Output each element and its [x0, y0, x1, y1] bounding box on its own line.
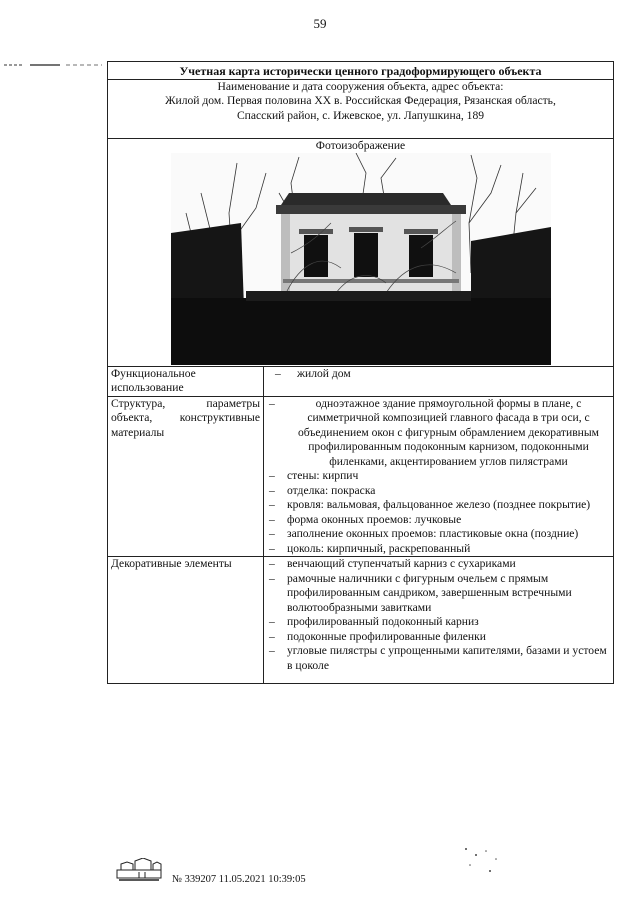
structure-item: – стены: кирпич [267, 469, 610, 484]
decor-item: – профилированный подоконный карниз [267, 615, 610, 630]
header-line-1: Наименование и дата сооружения объекта, адрес объекта: [217, 79, 504, 93]
decor-label: Декоративные элементы [108, 557, 264, 684]
structure-item: – цоколь: кирпичный, раскрепованный [267, 542, 610, 557]
decor-value [264, 557, 614, 684]
header-line-2: Жилой дом. Первая половина XX в. Российская Федерация, Рязанская область, [165, 94, 556, 107]
object-header [108, 79, 614, 138]
function-value [264, 366, 614, 396]
decor-item: – рамочные наличники с фигурным очельем с прямым профилированным сандриком, завершенным встречными волютообразными завитками [267, 572, 610, 616]
function-item: – жилой дом [267, 367, 610, 382]
building-photo [171, 153, 551, 365]
scan-marks [460, 845, 510, 875]
record-card-table [107, 61, 614, 684]
structure-item: – отделка: покраска [267, 484, 610, 499]
structure-item: – одноэтажное здание прямоугольной формы в плане, с симметричной композицией главного фасада в три оси, с объединением окон с фигурным обрамлением декоративным профилированным подоконным карнизом, подоконными филенками, акцентированием углов пилястрами [267, 397, 610, 470]
structure-item: – заполнение оконных проемов: пластиковые окна (поздние) [267, 527, 610, 542]
structure-item: – кровля: вальмовая, фальцованное железо (позднее покрытие) [267, 498, 610, 513]
structure-value [264, 396, 614, 557]
page-number: 59 [313, 16, 327, 31]
registry-stamp-logo [113, 858, 165, 882]
margin-marks [4, 62, 104, 68]
card-title: Учетная карта исторически ценного градоформирующего объекта [108, 62, 614, 80]
structure-label: Структура, параметры объекта, конструктивные материалы [108, 396, 264, 557]
function-label: Функциональное использование [108, 366, 264, 396]
registry-stamp-text: № 339207 11.05.2021 10:39:05 [172, 874, 306, 885]
decor-item: – венчающий ступенчатый карниз с сухариками [267, 557, 610, 572]
decor-item: – угловые пилястры с упрощенными капителями, базами и устоем в цоколе [267, 644, 610, 673]
header-line-3: Спасский район, с. Ижевское, ул. Лапушкина, 189 [236, 108, 485, 122]
photo-cell [108, 138, 614, 366]
structure-item: – форма оконных проемов: лучковые [267, 513, 610, 528]
decor-item: – подоконные профилированные филенки [267, 630, 610, 645]
photo-label: Фотоизображение [315, 138, 406, 152]
